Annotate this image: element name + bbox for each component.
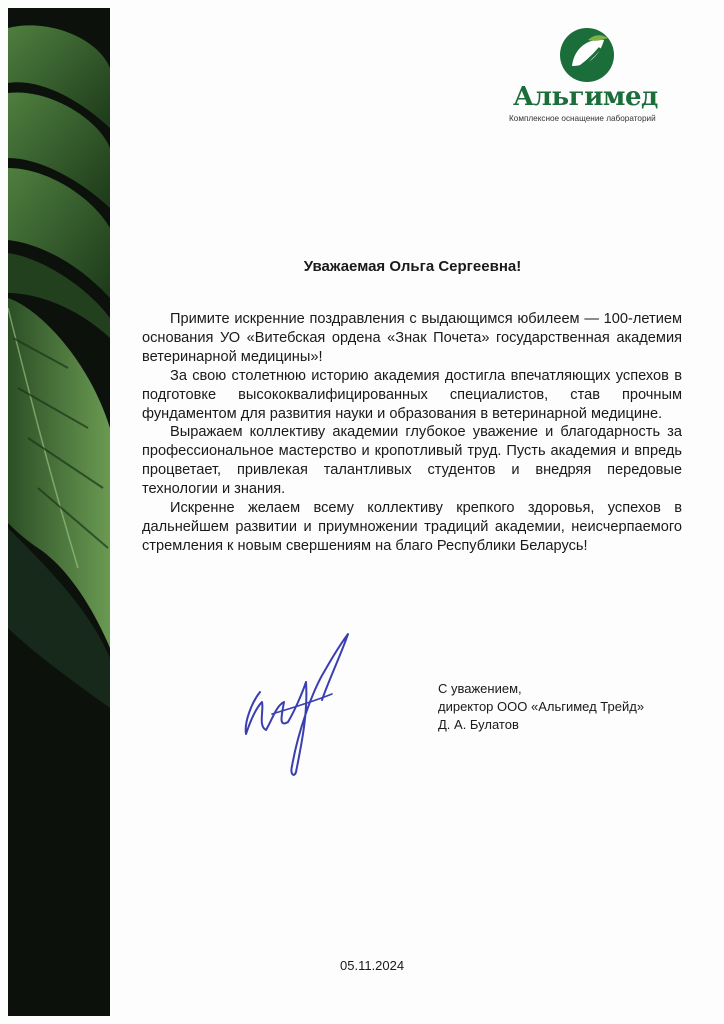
letter-paragraph: Примите искренние поздравления с выдающимся юбилеем — 100-летием основания УО «Витебская ордена «Знак Почета» государственная академия ветеринарной медицины»! <box>142 311 682 365</box>
letter-paragraph: Выражаем коллективу академии глубокое уважение и благодарность за профессиональное мастерство и кропотливый труд. Пусть академия и впредь процветает, привлекая талантливых студентов и внедряя передовые технологии и знания. <box>142 424 682 498</box>
letter-body <box>142 310 682 556</box>
letter-paragraph: Искренне желаем всему коллективу крепкого здоровья, успехов в дальнейшем развитии и приумножении традиций академии, неисчерпаемого стремления к новым свершениям на благо Республики Беларусь! <box>142 500 682 554</box>
leaf-logo-icon <box>558 26 616 84</box>
handwritten-signature <box>232 622 362 782</box>
signoff-position: директор ООО «Альгимед Трейд» <box>438 699 645 714</box>
letter-paragraph: За свою столетнюю историю академия достигла впечатляющих успехов в подготовке высококвалифицированных специалистов, став прочным фундаментом для развития науки и образования в ветеринарной медицине. <box>142 367 682 422</box>
company-tagline: Комплексное оснащение лабораторий <box>509 114 656 123</box>
company-name: Альгимед <box>513 82 658 112</box>
signoff-block <box>438 680 698 734</box>
signoff-name: Д. А. Булатов <box>438 717 519 732</box>
company-logo <box>505 22 695 132</box>
decorative-leaf-image <box>8 8 110 1016</box>
letter-greeting: Уважаемая Ольга Сергеевна! <box>303 258 522 275</box>
signoff-closing: С уважением, <box>438 681 522 696</box>
letter-date: 05.11.2024 <box>340 958 405 973</box>
